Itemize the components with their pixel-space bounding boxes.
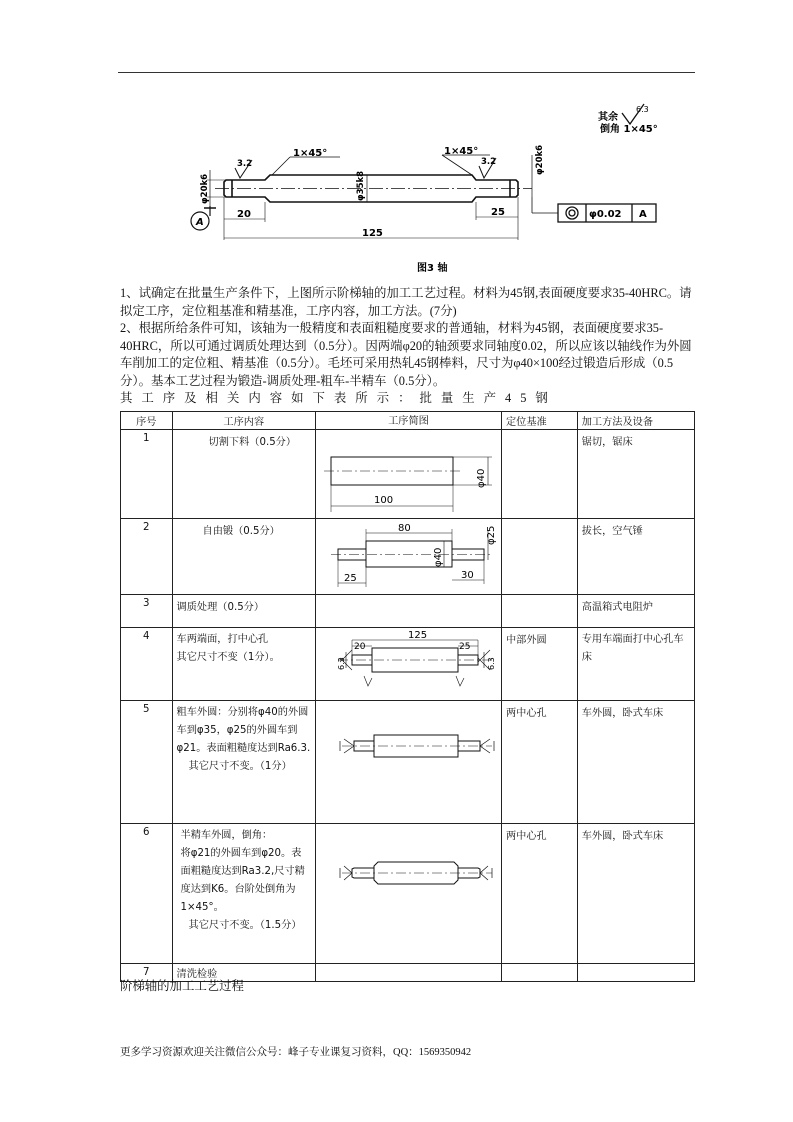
svg-text:125: 125 xyxy=(408,630,428,641)
answer-text: 2、根据所给条件可知，该轴为一般精度和表面粗糙度要求的普通轴，材料为45钢，表面硬度要求35-40HRC，所以可通过调质处理达到（0.5分）。因两端φ20的轴颈要求同轴度0.02，所以应该以轴线作为外圆车削加工的定位粗、精基准（0.5分）。毛坯可采用热轧45钢棒料，尺寸为φ40×100经过锻造后形成（0.5分）。基本工艺过程为锻造-调质处理-粗车-半精车（0.5分）。 xyxy=(120,321,692,388)
svg-text:φ40: φ40 xyxy=(476,468,488,488)
row-method: 车外圆，卧式车床 xyxy=(577,824,694,964)
tolerance-value: φ0.02 xyxy=(589,209,622,220)
row-no: 2 xyxy=(121,519,173,595)
svg-text:30: 30 xyxy=(461,570,474,581)
row-no: 4 xyxy=(121,628,173,701)
len-left-label: 20 xyxy=(237,209,251,220)
roughness-right-label: 3.2 xyxy=(481,157,497,167)
row-sketch xyxy=(316,824,502,964)
sketch-blank xyxy=(316,430,499,515)
svg-text:25: 25 xyxy=(344,573,357,584)
svg-text:25: 25 xyxy=(459,642,471,652)
table-row xyxy=(121,824,695,964)
table-row xyxy=(121,430,695,519)
dia-mid-label: φ35k8 xyxy=(356,170,366,201)
row-content: 清洗检验 xyxy=(172,964,316,982)
dia-left-label: φ20k6 xyxy=(200,173,210,204)
answer-paragraph xyxy=(120,320,698,408)
dia-right-label: φ20k6 xyxy=(535,144,545,175)
footer-note: 更多学习资源欢迎关注微信公众号：峰子专业课复习资料，QQ：1569350942 xyxy=(120,1047,472,1058)
row-method xyxy=(577,964,694,982)
table-row xyxy=(121,701,695,824)
figure-caption: 图3 轴 xyxy=(417,263,448,274)
svg-text:100: 100 xyxy=(374,495,394,506)
col-header-sketch: 工序简图 xyxy=(316,412,502,430)
col-header-base: 定位基准 xyxy=(501,412,577,430)
row-method: 车外圆，卧式车床 xyxy=(577,701,694,824)
sketch-finish-turn xyxy=(316,824,499,960)
row-base: 两中心孔 xyxy=(501,701,577,824)
row-base xyxy=(501,595,577,628)
svg-text:20: 20 xyxy=(354,642,366,652)
datum-label: A xyxy=(196,217,204,228)
row-content: 半精车外圆，倒角： 将φ21的外圆车到φ20。表面粗糙度达到Ra3.2,尺寸精度达到K6。台阶处倒角为1×45°。 其它尺寸不变。（1.5分） xyxy=(172,824,316,964)
concentricity-icon xyxy=(566,207,578,219)
len-right-label: 25 xyxy=(491,207,505,218)
svg-text:80: 80 xyxy=(398,523,411,534)
row-content: 粗车外圆：分别将φ40的外圆车到φ35，φ25的外圆车到φ21。表面粗糙度达到Ra6.3. 其它尺寸不变。（1分） xyxy=(172,701,316,824)
row-no: 5 xyxy=(121,701,173,824)
tolerance-ref: A xyxy=(639,209,647,220)
row-sketch xyxy=(316,595,502,628)
svg-text:6.3: 6.3 xyxy=(337,657,347,670)
chamfer-left-label: 1×45° xyxy=(293,148,328,159)
col-header-content: 工序内容 xyxy=(172,412,316,430)
row-sketch xyxy=(316,964,502,982)
row-base xyxy=(501,964,577,982)
question-paragraph: 1、试确定在批量生产条件下，上图所示阶梯轴的加工工艺过程。材料为45钢,表面硬度要求35-40HRC。请拟定工序，定位粗基准和精基准，工序内容，加工方法。(7分) xyxy=(120,286,692,318)
row-no: 6 xyxy=(121,824,173,964)
row-base xyxy=(501,519,577,595)
note-rest: 其余 xyxy=(598,112,618,123)
row-sketch xyxy=(316,430,502,519)
svg-text:φ25: φ25 xyxy=(486,525,498,545)
row-no: 1 xyxy=(121,430,173,519)
row-sketch xyxy=(316,519,502,595)
sketch-rough-turn xyxy=(316,701,499,820)
answer-tail: 其工序及相关内容如下表所示：批量生产45钢 xyxy=(120,391,557,405)
col-header-method: 加工方法及设备 xyxy=(577,412,694,430)
svg-text:φ40: φ40 xyxy=(433,547,445,567)
header-rule xyxy=(118,72,695,73)
row-content: 切割下料（0.5分） xyxy=(172,430,316,519)
sketch-forging xyxy=(316,519,499,591)
len-total-label: 125 xyxy=(362,228,383,239)
row-no: 3 xyxy=(121,595,173,628)
row-method: 锯切，锯床 xyxy=(577,430,694,519)
shaft-drawing xyxy=(160,100,700,280)
note-chamfer: 倒角 1×45° xyxy=(600,124,658,135)
table-row xyxy=(121,519,695,595)
row-content: 自由锻（0.5分） xyxy=(172,519,316,595)
row-method: 拔长，空气锤 xyxy=(577,519,694,595)
svg-text:6.3: 6.3 xyxy=(487,657,497,670)
table-row xyxy=(121,595,695,628)
row-sketch xyxy=(316,628,502,701)
row-sketch xyxy=(316,701,502,824)
sketch-face-center xyxy=(316,628,499,697)
row-method: 专用车端面打中心孔车床 xyxy=(577,628,694,701)
row-base: 两中心孔 xyxy=(501,824,577,964)
col-header-no: 序号 xyxy=(121,412,173,430)
row-no: 7 xyxy=(121,964,173,982)
roughness-left-label: 3.2 xyxy=(237,159,253,169)
row-content: 调质处理（0.5分） xyxy=(172,595,316,628)
row-content: 车两端面，打中心孔 其它尺寸不变（1分）。 xyxy=(172,628,316,701)
table-caption: 阶梯轴的加工工艺过程 xyxy=(120,979,244,993)
table-header-row xyxy=(121,412,695,430)
table-row xyxy=(121,628,695,701)
row-method: 高温箱式电阻炉 xyxy=(577,595,694,628)
row-base xyxy=(501,430,577,519)
process-table xyxy=(120,411,695,982)
row-base: 中部外圆 xyxy=(501,628,577,701)
note-roughness: 6.3 xyxy=(636,105,649,114)
chamfer-right-label: 1×45° xyxy=(444,146,479,157)
